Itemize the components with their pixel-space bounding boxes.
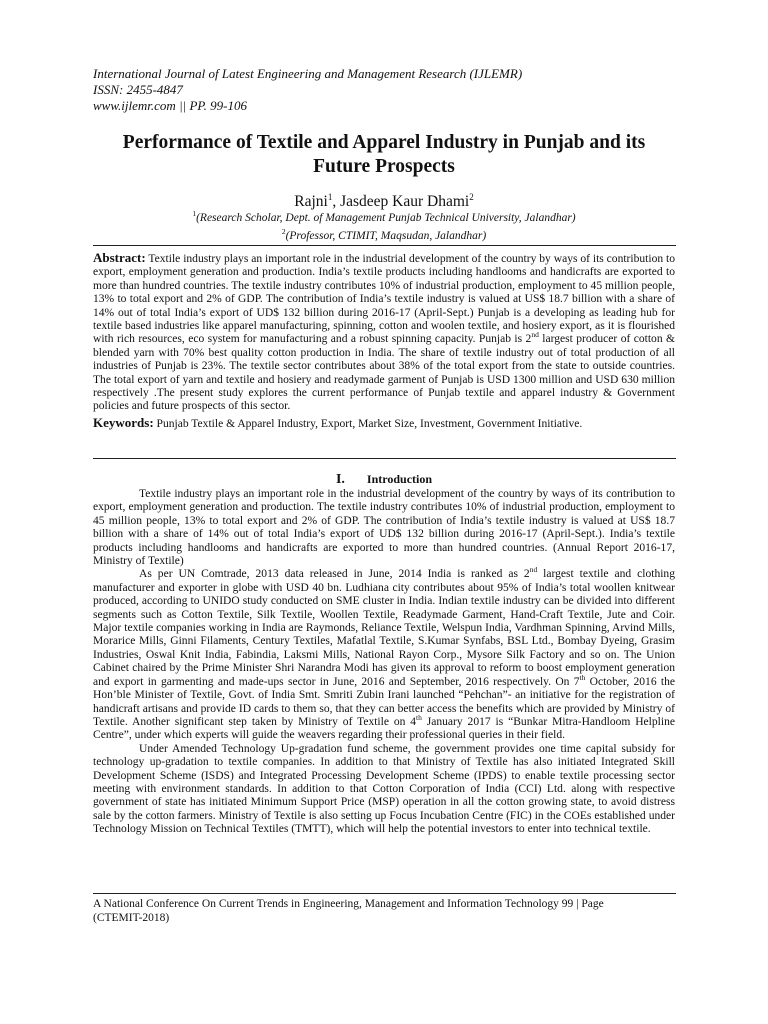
abstract-label: Abstract: xyxy=(93,250,146,265)
footer-conference: A National Conference On Current Trends in Engineering, Management and Information Technology 99 | Page xyxy=(93,898,604,910)
affiliation-line xyxy=(0,225,768,243)
affiliation-mark: 2 xyxy=(281,226,286,236)
keywords-text: Punjab Textile & Apparel Industry, Export, Market Size, Investment, Government Initiative. xyxy=(153,417,583,430)
abstract-bottom-rule xyxy=(93,458,676,459)
abstract-paragraph xyxy=(93,251,675,414)
affiliation-text: (Research Scholar, Dept. of Management Punjab Technical University, Jalandhar) xyxy=(196,211,576,224)
author-separator: , xyxy=(332,193,341,211)
intro-text: January 2017 is “Bunkar Mitra-Handloom Helpline Centre”, under which experts will guide the weavers regarding their professional queries in their field. xyxy=(93,715,675,742)
footer-rule xyxy=(93,893,676,894)
section-heading xyxy=(0,472,768,487)
introduction-body xyxy=(93,488,675,837)
intro-text: October, 2016 the Hon’ble Minister of Textile, Govt. of India Smt. Smriti Zubin Irani launched “Pehchan”- an initiative for the registration of handicraft artisans and provide ID cards to them so, that they can better access the benefits which are provided by Ministry of Textile. Another significant step taken by Ministry of Textile on 4 xyxy=(93,675,675,728)
footer-event-code: (CTEMIT-2018) xyxy=(93,912,170,924)
journal-issn: ISSN: 2455-4847 xyxy=(93,82,183,97)
affiliation-line xyxy=(0,207,768,225)
page-footer xyxy=(93,897,676,925)
author-name: Jasdeep Kaur Dhami xyxy=(340,193,470,211)
journal-header xyxy=(93,66,522,114)
affiliation-mark: 1 xyxy=(192,209,197,218)
journal-website-pages: www.ijlemr.com || PP. 99-106 xyxy=(93,98,248,113)
section-number: I. xyxy=(335,472,345,487)
keywords-label: Keywords: xyxy=(93,414,154,430)
author-name: Rajni xyxy=(294,193,328,211)
section-title: Introduction xyxy=(366,472,433,486)
intro-text: largest textile and clothing manufacturer and exporter in globe with USD 40 bn. Ludhiana city contributes about 95% of India’s total woollen knitwear produced, according to UNIDO study conducted on SME cluster in India. Indian textile industry can be divided into different segments such as Cotton Textile, Silk Textile, Woollen Textile, Readymade Garment, Hand-Craft Textile, Jute and Coir. Major textile companies working in India are Raymonds, Reliance Textile, Welspun India, Vardhman Spinning, Arvind Mills, Morarice Mills, Ginni Filaments, Century Textiles, Mafatlal Textile, S.Kumar Synfabs, BSL Ltd., Bombay Dyeing, Grasim Industries, Oswal Knit India, Fabindia, Laksmi Mills, National Rayon Corp., Mysore Silk Factory and so on. The Union Cabinet chaired by the Prime Minister Shri Narandra Modi has given its approval to reform to boost employment generation and export in garmenting and made-ups sector in June, 2016 and September, 2016 respectively. On 7 xyxy=(93,568,675,688)
ordinal-suffix: th xyxy=(416,713,422,723)
paper-title xyxy=(70,131,698,179)
abstract-text: Textile industry plays an important role in the industrial development of the country by ways of its contribution to export, employment generation and production. India’s textile products including handlooms and handicrafts are exported to more than hundred countries. The textile industry contributes 10% of industrial production, employment to 45 million people, 13% to total export and 2% of GDP. The contribution of India’s textile industry is valued at US$ 18.7 billion with a share of 14% out of total India’s export of UD$ 132 billion during 2016-17 (April-Sept.) Punjab is a developing as leading hub for textile based industries like apparel manufacturing, spinning, cotton and woolen textile, and hosiery export, as it is flourished with rich resources, eco system for manufacturing and a robust spinning capacity. Punjab is 2 xyxy=(93,253,675,346)
keywords xyxy=(93,416,675,431)
paper-title-line-1: Performance of Textile and Apparel Industry in Punjab and its xyxy=(122,132,646,153)
author-mark: 2 xyxy=(469,192,474,202)
intro-paragraph: Textile industry plays an important role in the industrial development of the country by ways of its contribution to export, employment generation and production. The textile industry contributes 10% of industrial production, employment to 45 million people, 13% to total export and 2% of GDP. The contribution of India’s textile industry is valued at US$ 18.7 billion with a share of 14% out of total India’s export of UD$ 132 billion during 2016-17 (April-Sept.). India’s textile products including handlooms and handicrafts are exported to more than hundred countries. (Annual Report 2016-17, Ministry of Textile) xyxy=(93,488,675,568)
intro-paragraph: Under Amended Technology Up-gradation fund scheme, the government provides one time capital subsidy for technology up-gradation to textile companies. In addition to that Ministry of Textile has also initiated Integrated Skill Development Scheme (ISDS) and Integrated Processing Development Scheme (IPDS) to enable textile processing sector meeting with environment standards. In addition to that Cotton Corporation of India (CCI) Ltd. along with respective government of state has initiated Minimum Support Price (MSP) operation in all the cotton growing state, to avoid distress sale by the cotton farmers. Ministry of Textile is also setting up Focus Incubation Centre (FIC) in the COEs established under Technology Mission on Technical Textiles (TMTT), which will help the potential investors to enter into technical textile. xyxy=(93,742,675,836)
paper-title-line-2: Future Prospects xyxy=(313,156,455,177)
affiliation-text: (Professor, CTIMIT, Maqsudan, Jalandhar) xyxy=(285,229,487,242)
journal-name: International Journal of Latest Engineering and Management Research (IJLEMR) xyxy=(93,66,523,81)
intro-text: As per UN Comtrade, 2013 data released in June, 2014 India is ranked as 2 xyxy=(139,568,530,581)
intro-paragraph xyxy=(93,565,675,742)
ordinal-suffix: th xyxy=(579,672,586,682)
abstract xyxy=(93,251,675,431)
abstract-text: largest producer of cotton & blended yarn with 70% best quality cotton production in India. The share of textile industry out of total production of all industries of Punjab is 23%. The textile sector contributes about 38% of the total export from the state to outside countries. The total export of yarn and textile and hosiery and readymade garment of Punjab is USD 1300 million and USD 630 million respectively .The present study explores the current performance of Punjab textile and apparel industry & Government policies and future prospects of this sector. xyxy=(93,333,675,413)
author-affiliations xyxy=(0,207,768,243)
ordinal-suffix: nd xyxy=(529,565,538,575)
author-mark: 1 xyxy=(327,192,333,202)
ordinal-suffix: nd xyxy=(531,330,539,340)
abstract-top-rule xyxy=(93,245,676,246)
